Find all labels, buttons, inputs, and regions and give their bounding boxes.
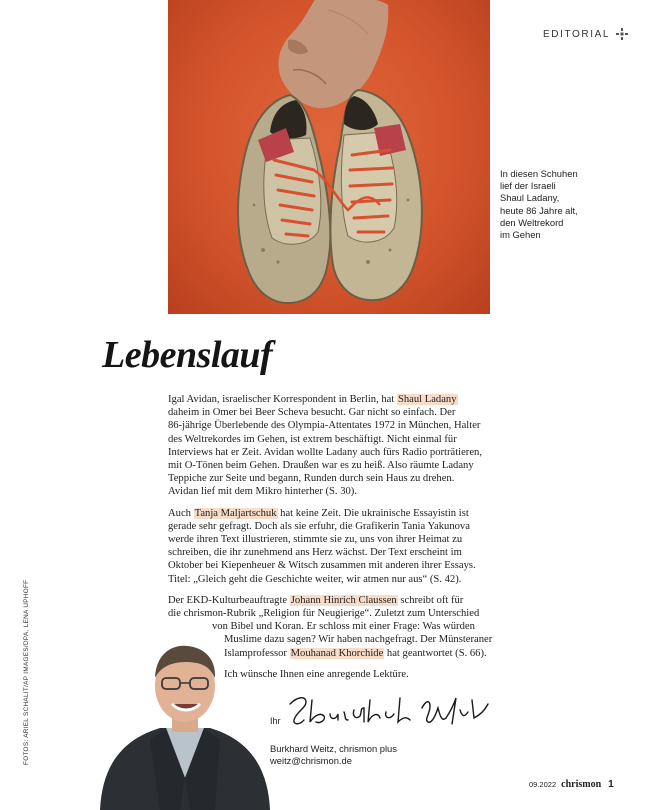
caption-line: heute 86 Jahre alt, <box>500 204 578 216</box>
text-line: 86-jährige Überlebende des Olympia-Attentates 1972 in München, Halter <box>168 420 481 432</box>
text-line: Igal Avidan, israelischer Korrespondent in Berlin, hat Shaul Ladany <box>168 394 457 405</box>
section-label-text: EDITORIAL <box>543 28 611 40</box>
highlighted-name: Shaul Ladany <box>397 394 457 405</box>
author-email[interactable]: weitz@chrismon.de <box>270 755 352 767</box>
plus-cluster-icon <box>616 28 628 40</box>
page-number: 1 <box>608 779 614 790</box>
text-line: Interviews hat er Zeit. Avidan wollte Ladany auch fürs Radio porträtieren, <box>168 446 482 458</box>
text-line: Der EKD-Kulturbeauftragte Johann Hinrich Claussen schreibt oft für <box>168 594 464 606</box>
highlighted-name: Tanja Maljartschuk <box>194 507 277 519</box>
author-portrait <box>100 628 270 810</box>
highlighted-name: Mouhanad Khorchide <box>290 647 384 659</box>
caption-line: Shaul Ladany, <box>500 192 560 204</box>
closing-line: Ich wünsche Ihnen eine anregende Lektüre. <box>224 668 409 680</box>
text-line: die chrismon-Rubrik „Religion für Neugierige“. Zuletzt zum Unterschied <box>168 608 480 620</box>
text-line: von Bibel und Koran. Er schloss mit einer Frage: Was würden <box>212 621 475 633</box>
signature-row <box>270 690 510 730</box>
photo-credits: FOTOS: ARIEL SCHALIT/AP IMAGES/DPA, LENA UPHOFF <box>23 579 30 765</box>
caption-line: den Weltrekord <box>500 216 564 228</box>
text-line: Oktober bei Kiepenheuer & Witsch zusammen mit anderen ihrer Essays. <box>168 560 476 572</box>
headline: Lebenslauf <box>102 334 273 376</box>
text-line: werde ihren Text illustrieren, stimmte sie zu, uns von ihrer Heimat zu <box>168 534 463 546</box>
caption-line: In diesen Schuhen <box>500 168 578 179</box>
shoes-photo <box>168 0 490 314</box>
paragraph-2 <box>168 507 490 586</box>
text-line: Teppiche zur Seite und begann, Runden durch sein Haus zu drehen. <box>168 473 455 485</box>
photo-caption <box>500 168 600 241</box>
issue-date: 09.2022 <box>529 780 557 789</box>
text-line: des Weltrekordes im Gehen, ist extrem beschäftigt. Nicht einmal für <box>168 433 457 445</box>
text-line: gerade sehr gefragt. Doch als sie erfuhr, die Grafikerin Tania Yakunova <box>168 520 470 532</box>
author-name: Burkhard Weitz, chrismon plus <box>270 743 397 754</box>
text-line: Avidan lief mit dem Mikro hinterher (S. 30). <box>168 486 357 498</box>
shoes-illustration <box>168 0 490 314</box>
text-line: mit O-Tönen beim Gehen. Draußen war es zu heiß. Also räumte Ladany <box>168 460 474 472</box>
page-footer <box>529 779 614 790</box>
text-line: Islamprofessor Mouhanad Khorchide hat geantwortet (S. 66). <box>224 647 487 659</box>
caption-line: im Gehen <box>500 229 541 241</box>
caption-line: lief der Israeli <box>500 180 556 192</box>
text-line: Titel: „Gleich geht die Geschichte weiter, wir atmen nur aus“ (S. 42). <box>168 573 462 585</box>
signature-details <box>270 743 397 768</box>
magazine-name: chrismon <box>561 779 602 790</box>
highlighted-name: Johann Hinrich Claussen <box>290 594 397 606</box>
section-label <box>543 28 628 40</box>
text-line: schreiben, die ihr zunehmend ans Herz wächst. Der Text erscheint im <box>168 547 462 559</box>
signature-prefix: Ihr <box>270 716 281 726</box>
text-line: Auch Tanja Maljartschuk hat keine Zeit. Die ukrainische Essayistin ist <box>168 507 469 519</box>
paragraph-1 <box>168 393 490 499</box>
text-line: Muslime dazu sagen? Wir haben nachgefragt. Der Münsteraner <box>224 634 493 646</box>
handwritten-signature <box>284 690 494 730</box>
text-line: daheim in Omer bei Beer Scheva besucht. Gar nicht so einfach. Der <box>168 407 456 419</box>
